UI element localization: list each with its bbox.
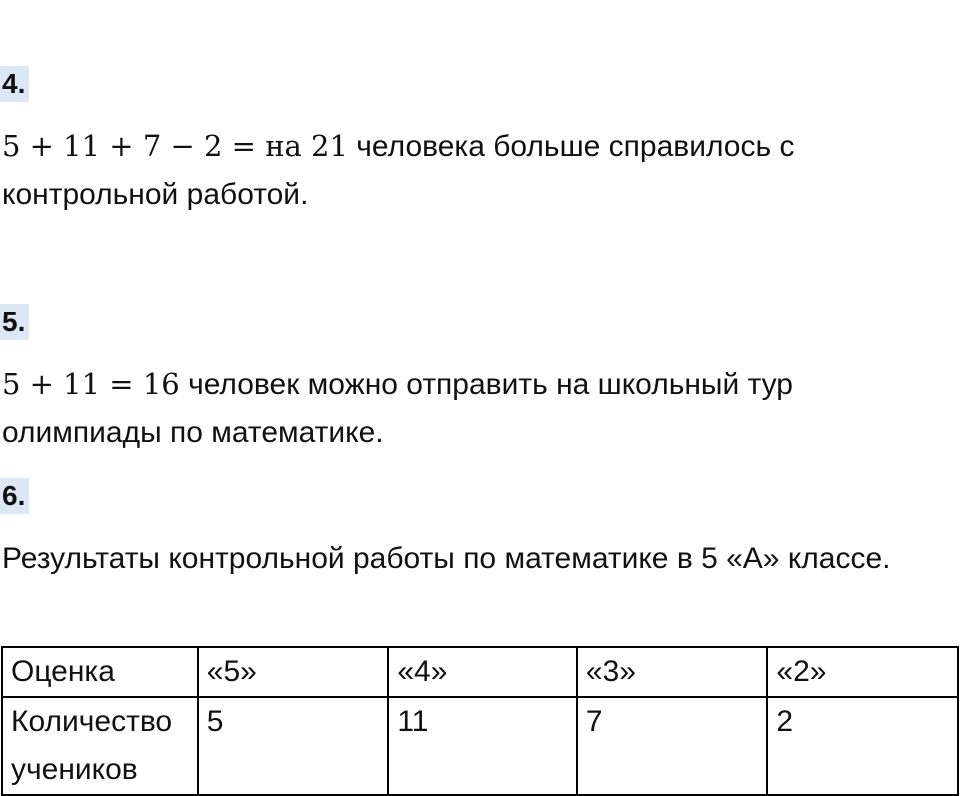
table-cell: 2: [767, 697, 958, 795]
table-cell: Количество учеников: [2, 697, 198, 795]
task-4-number: 4.: [0, 66, 29, 102]
task-5-math: 5 + 11 = 16: [2, 367, 180, 401]
task-6-description: Результаты контрольной работы по математике в 5 «А» классе.: [2, 542, 891, 575]
table-cell: 7: [577, 697, 768, 795]
task-4-math-word: на: [265, 129, 302, 163]
table-cell: 5: [198, 697, 389, 795]
task-4-answer: [2, 122, 952, 219]
table-cell: 11: [388, 697, 577, 795]
table-cell: Оценка: [2, 647, 198, 697]
table-header-row: [2, 647, 958, 697]
task-4-math: [2, 129, 348, 163]
table-cell: «5»: [198, 647, 389, 697]
table-cell: «2»: [767, 647, 958, 697]
task-5-answer: [2, 360, 952, 457]
task-4-text: человека больше справилось с контрольной работой.: [2, 130, 795, 211]
table-cell: «4»: [388, 647, 577, 697]
task-4-math-expression: 5 + 11 + 7 − 2 =: [2, 129, 266, 163]
task-6-number: 6.: [0, 478, 29, 514]
task-5-text: человек можно отправить на школьный тур олимпиады по математике.: [2, 368, 793, 449]
task-4-math-result: 21: [301, 129, 348, 163]
task-5-number: 5.: [0, 304, 29, 340]
table-cell: «3»: [577, 647, 768, 697]
table-row: [2, 697, 958, 795]
results-table: [1, 646, 959, 796]
